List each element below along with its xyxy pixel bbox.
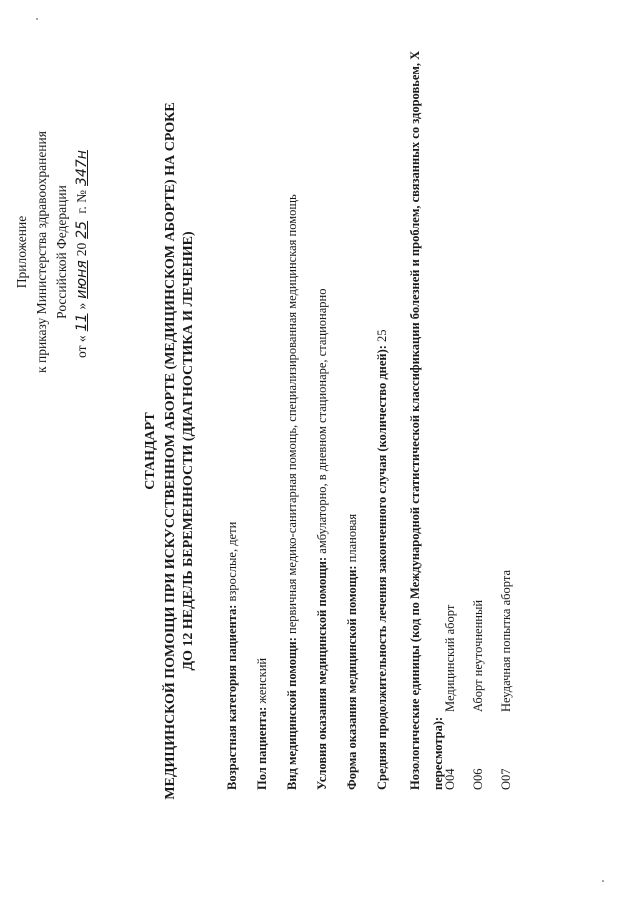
appendix-date-line	[72, 42, 92, 462]
param-value: плановая	[345, 513, 359, 566]
param-value: 25	[375, 329, 389, 346]
document-title	[142, 30, 198, 872]
diagnosis-codes	[442, 290, 526, 790]
icd-name: Медицинский аборт	[443, 604, 457, 712]
icd-name: Аборт неуточненный	[471, 599, 485, 712]
param-label: Вид медицинской помощи:	[285, 637, 299, 790]
param-label: Форма оказания медицинской помощи:	[345, 565, 359, 790]
date-day: 11	[74, 313, 90, 332]
param-value: женский	[255, 657, 269, 707]
date-sep: »	[74, 302, 89, 310]
param-label: Условия оказания медицинской помощи:	[315, 556, 329, 790]
title-standard: СТАНДАРТ	[143, 412, 158, 490]
icd-code: O07	[499, 768, 513, 790]
date-prefix: от «	[74, 335, 89, 358]
order-number: 347н	[74, 150, 90, 186]
parameters-list	[224, 30, 464, 790]
year-prefix: 20	[74, 242, 89, 257]
param-value: амбулаторно, в дневном стационаре, стационарно	[315, 288, 329, 557]
title-line-1: МЕДИЦИНСКОЙ ПОМОЩИ ПРИ ИСКУССТВЕННОМ АБОРТЕ (МЕДИЦИНСКОМ АБОРТЕ) НА СРОКЕ	[163, 102, 178, 800]
appendix-order-line: к приказу Министерства здравоохранения	[34, 131, 49, 373]
title-line-2: ДО 12 НЕДЕЛЬ БЕРЕМЕННОСТИ (ДИАГНОСТИКА И ЛЕЧЕНИЕ)	[181, 231, 196, 671]
param-sex	[254, 30, 270, 790]
code-row	[470, 290, 498, 790]
date-month: июня	[74, 260, 90, 299]
param-conditions	[314, 30, 330, 790]
param-label: Пол пациента:	[255, 706, 269, 790]
param-label: Нозологические единицы (код по Международной статистической классификации болезней и проблем, связанных со здоровьем, X пересмотра):	[408, 50, 445, 790]
appendix-block	[12, 42, 92, 462]
param-label: Средняя продолжительность лечения законченного случая (количество дней):	[375, 345, 389, 790]
param-value: первичная медико-санитарная помощь, специализированная медицинская помощь	[285, 194, 299, 638]
icd-code: O06	[471, 768, 485, 790]
code-row	[442, 290, 470, 790]
code-row	[498, 290, 526, 790]
appendix-country-line: Российской Федерации	[54, 185, 69, 319]
param-care-type	[284, 30, 300, 790]
param-age	[224, 30, 240, 790]
param-duration	[374, 30, 390, 790]
param-value: взрослые, дети	[225, 521, 239, 605]
icd-name: Неудачная попытка аборта	[499, 570, 513, 712]
number-prefix: г. №	[74, 189, 89, 214]
appendix-title: Приложение	[14, 215, 29, 289]
year-suffix: 25	[74, 220, 90, 239]
param-label: Возрастная категория пациента:	[225, 604, 239, 790]
param-form	[344, 30, 360, 790]
icd-code: O04	[443, 768, 457, 790]
